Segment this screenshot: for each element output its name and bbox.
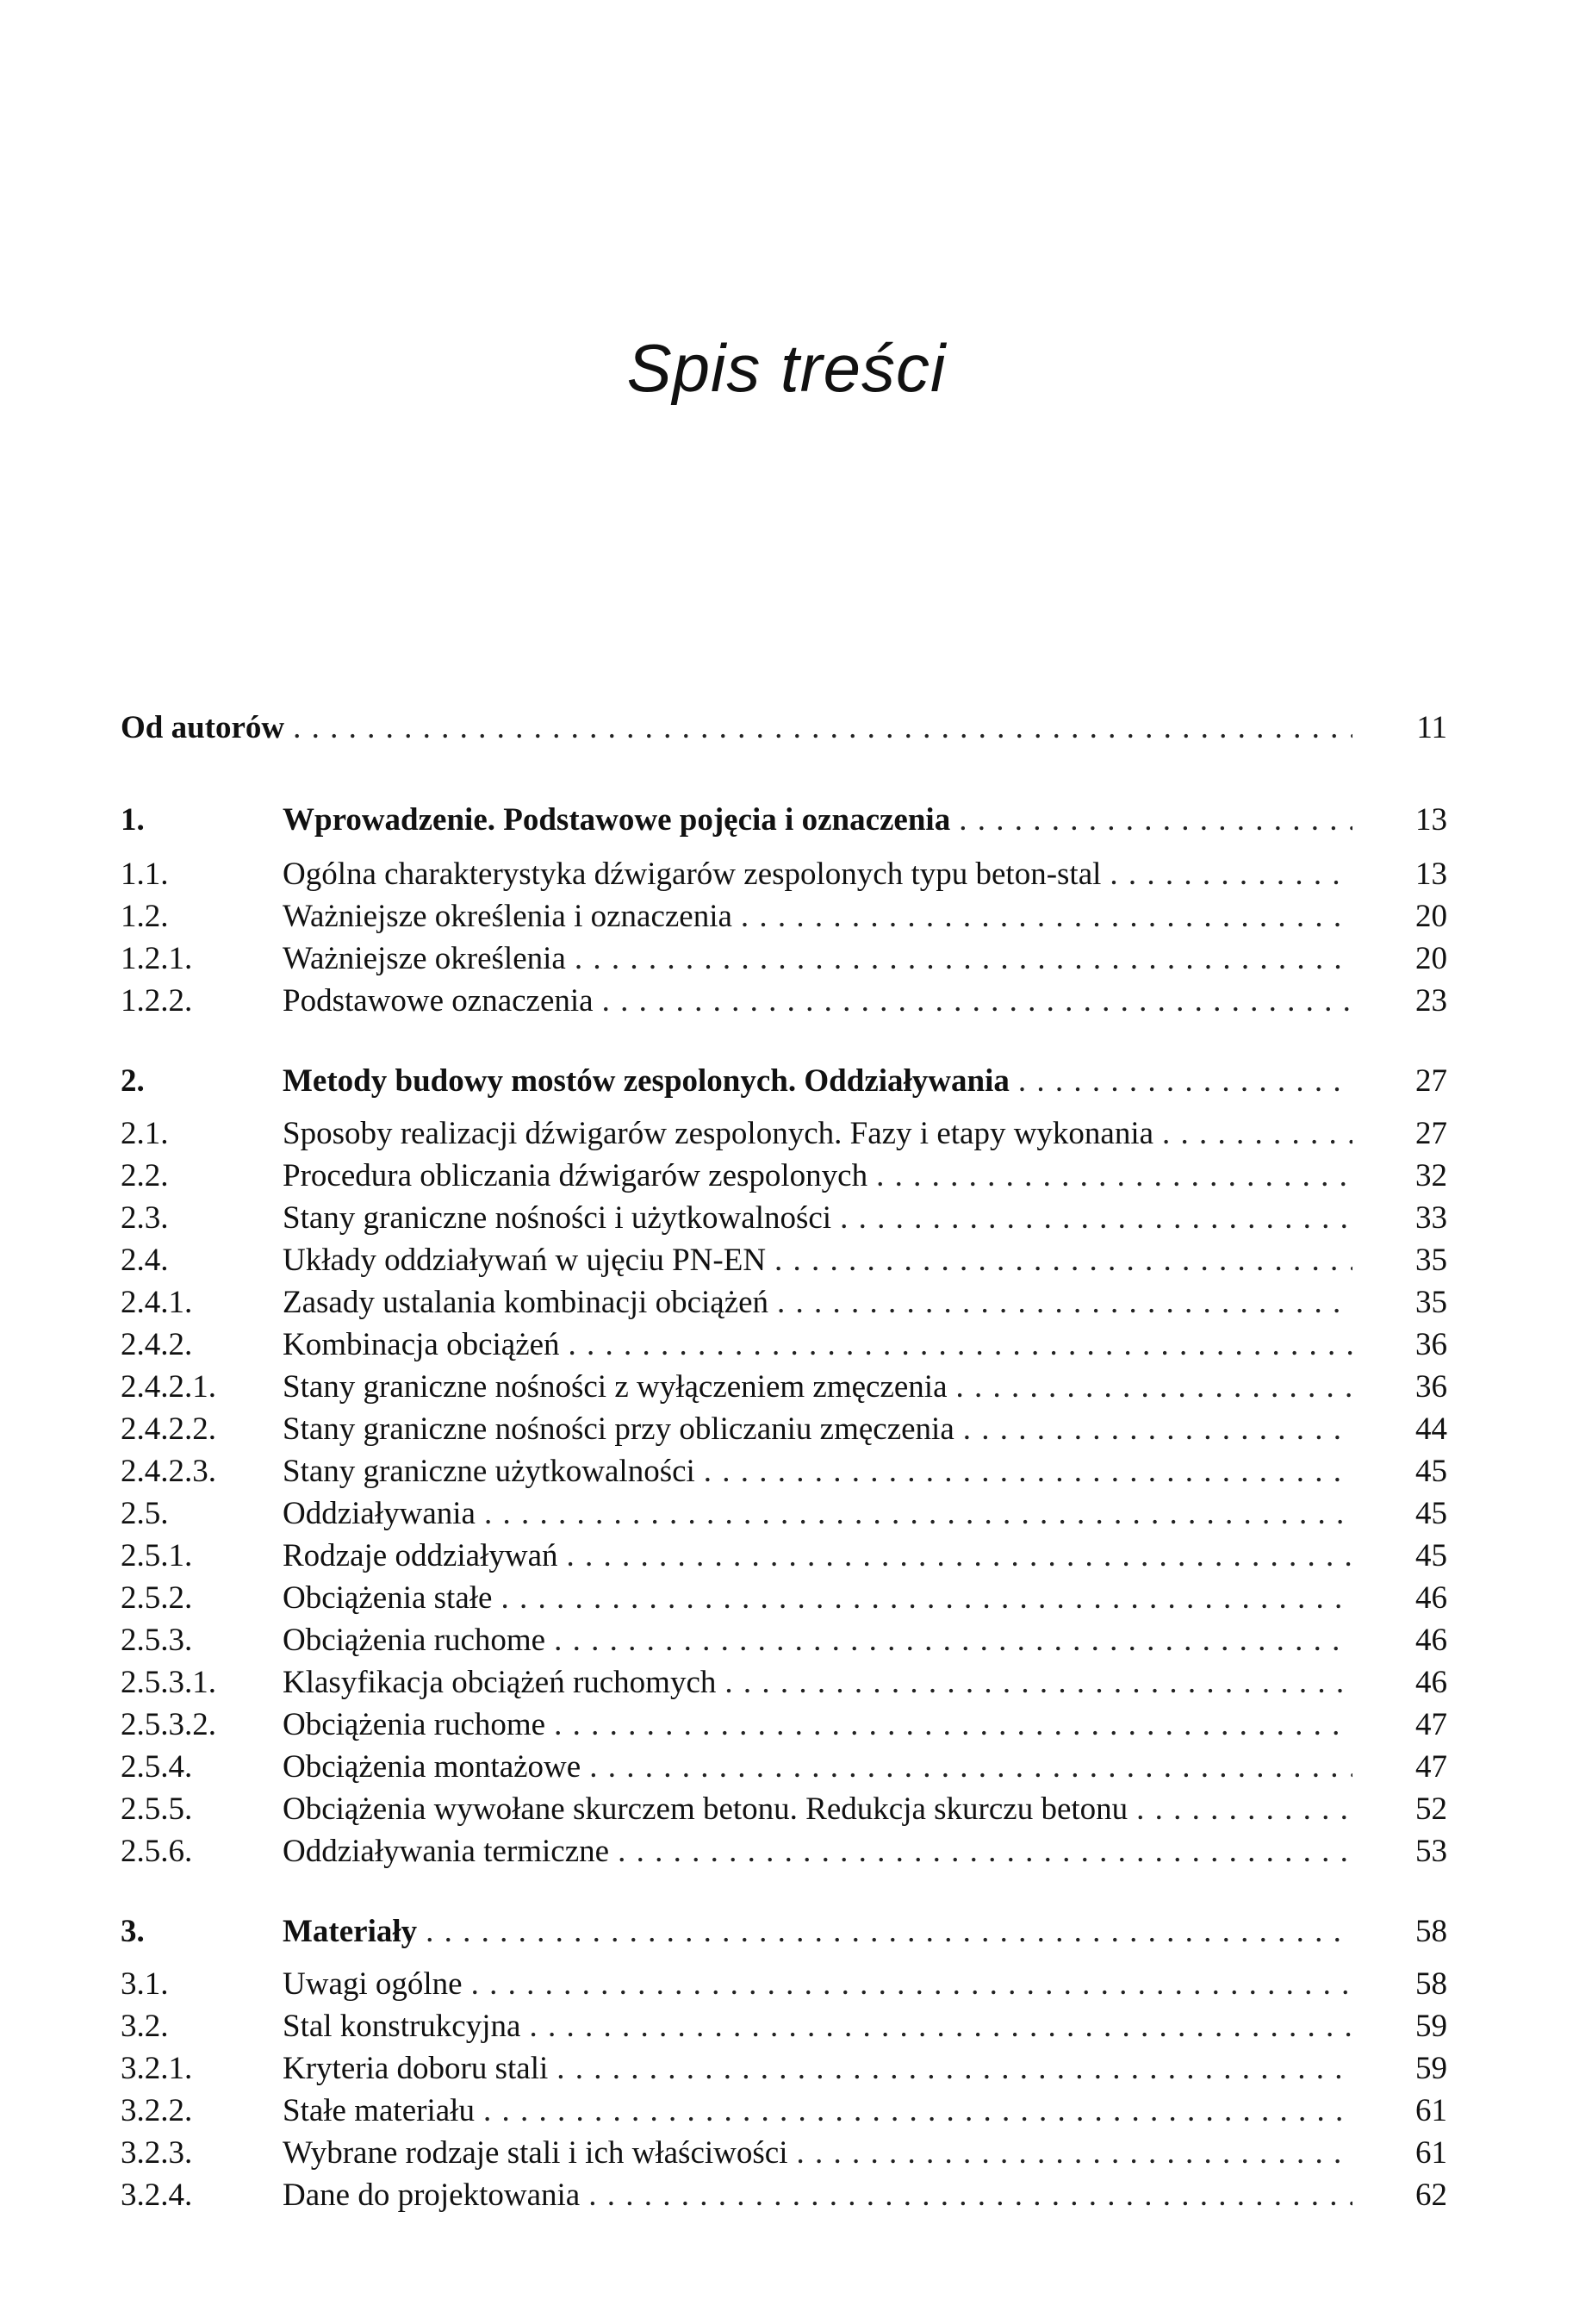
- dot-leader: [777, 1281, 1352, 1324]
- toc-chapter-page: 58: [1415, 1914, 1447, 1949]
- dot-leader: [501, 1577, 1352, 1619]
- toc-entry-title-wrap: [283, 1788, 1352, 1830]
- toc-entry-title-wrap: [283, 1281, 1352, 1324]
- dot-leader: [840, 1197, 1352, 1239]
- toc-section-title: Zasady ustalania kombinacji obciążeń: [283, 1285, 769, 1320]
- toc-section-page: 33: [1415, 1200, 1447, 1236]
- toc-section[interactable]: [121, 1324, 1447, 1366]
- toc-section-title: Stany graniczne nośności z wyłączeniem zmęczenia: [283, 1369, 948, 1405]
- toc-entry-title-wrap: [283, 799, 1352, 841]
- dot-leader: [1110, 853, 1352, 895]
- toc-section-page: 59: [1415, 2009, 1447, 2044]
- toc-section-number: 2.4.1.: [121, 1285, 193, 1320]
- toc-entry-title-wrap: [283, 1197, 1352, 1239]
- toc-section[interactable]: [121, 2090, 1447, 2132]
- toc-section-title: Procedura obliczania dźwigarów zespolonych: [283, 1158, 868, 1193]
- page-title: Spis treści: [626, 330, 947, 407]
- toc-entry-title-wrap: [283, 1535, 1352, 1577]
- toc-chapter-title: Wprowadzenie. Podstawowe pojęcia i oznaczenia: [283, 802, 951, 838]
- toc-section[interactable]: [121, 1281, 1447, 1324]
- toc-entry-title-wrap: [283, 1661, 1352, 1704]
- toc-section-page: 59: [1415, 2051, 1447, 2086]
- toc-section-number: 2.5.4.: [121, 1749, 193, 1785]
- toc-section-page: 13: [1415, 857, 1447, 892]
- toc-section-page: 47: [1415, 1707, 1447, 1742]
- toc-section[interactable]: [121, 1619, 1447, 1661]
- toc-section-page: 61: [1415, 2093, 1447, 2128]
- toc-section-number: 2.5.: [121, 1496, 169, 1531]
- toc-section[interactable]: [121, 1408, 1447, 1450]
- toc-entry-title-wrap: [283, 1324, 1352, 1366]
- toc-section-title: Obciążenia montażowe: [283, 1749, 581, 1785]
- toc-section-page: 53: [1415, 1834, 1447, 1869]
- toc-section-page: 61: [1415, 2135, 1447, 2171]
- toc-entry-title-wrap: [283, 1830, 1352, 1872]
- toc-chapter-3[interactable]: [121, 1910, 1447, 1953]
- toc-section-page: 46: [1415, 1623, 1447, 1658]
- dot-leader: [484, 1492, 1352, 1535]
- toc-section-number: 3.2.2.: [121, 2093, 193, 2128]
- toc-section[interactable]: [121, 938, 1447, 980]
- toc-entry-title-wrap: [283, 853, 1352, 895]
- dot-leader: [569, 1324, 1352, 1366]
- dot-leader: [796, 2132, 1352, 2174]
- toc-entry-title-wrap: [283, 2005, 1352, 2047]
- toc-section[interactable]: [121, 1704, 1447, 1746]
- toc-section-page: 23: [1415, 983, 1447, 1019]
- toc-entry-intro[interactable]: [121, 707, 1447, 749]
- toc-entry-title-wrap: [283, 1577, 1352, 1619]
- toc-entry-title-wrap: [283, 980, 1352, 1022]
- toc-entry-title-wrap: [283, 2132, 1352, 2174]
- toc-section-number: 2.4.2.2.: [121, 1411, 216, 1447]
- toc-section[interactable]: [121, 2174, 1447, 2216]
- toc-section[interactable]: [121, 2005, 1447, 2047]
- toc-section-number: 2.5.6.: [121, 1834, 193, 1869]
- toc-entry-title-wrap: [283, 895, 1352, 938]
- toc-entry-title-wrap: [283, 2174, 1352, 2216]
- toc-section-title: Stal konstrukcyjna: [283, 2009, 521, 2044]
- toc-entry-title-wrap: [283, 1155, 1352, 1197]
- toc-section-page: 27: [1415, 1116, 1447, 1151]
- toc-section[interactable]: [121, 1788, 1447, 1830]
- dot-leader: [704, 1450, 1352, 1492]
- toc-section-title: Układy oddziaływań w ujęciu PN-EN: [283, 1243, 767, 1278]
- toc-entry-title: Od autorów: [121, 710, 285, 745]
- toc-section-title: Kryteria doboru stali: [283, 2051, 549, 2086]
- toc-entry-title-wrap: [283, 1910, 1352, 1953]
- toc-entry-title-wrap: [283, 2090, 1352, 2132]
- toc-section-number: 2.5.2.: [121, 1580, 193, 1616]
- toc-section-number: 1.1.: [121, 857, 169, 892]
- dot-leader: [567, 1535, 1352, 1577]
- toc-section-number: 2.3.: [121, 1200, 169, 1236]
- toc-entry-title-wrap: [283, 1746, 1352, 1788]
- toc-chapter-title: Metody budowy mostów zespolonych. Oddziaływania: [283, 1063, 1010, 1099]
- toc-section-title: Uwagi ogólne: [283, 1966, 463, 2002]
- toc-section-title: Oddziaływania: [283, 1496, 476, 1531]
- toc-section-page: 36: [1415, 1327, 1447, 1362]
- toc-chapter-number: 1.: [121, 802, 145, 838]
- toc-section[interactable]: [121, 1155, 1447, 1197]
- toc-section[interactable]: [121, 2132, 1447, 2174]
- toc-section-number: 2.5.5.: [121, 1791, 193, 1827]
- toc-section-number: 2.4.2.3.: [121, 1454, 216, 1489]
- toc-section-title: Dane do projektowania: [283, 2178, 581, 2213]
- toc-entry-title-wrap: [283, 1619, 1352, 1661]
- toc-section[interactable]: [121, 980, 1447, 1022]
- dot-leader: [774, 1239, 1352, 1281]
- toc-chapter-number: 2.: [121, 1063, 145, 1099]
- dot-leader: [556, 2047, 1352, 2090]
- toc-entry-title-wrap: [283, 1408, 1352, 1450]
- table-of-contents: [121, 707, 1447, 2216]
- toc-section[interactable]: [121, 895, 1447, 938]
- toc-section-page: 45: [1415, 1496, 1447, 1531]
- toc-section-title: Klasyfikacja obciążeń ruchomych: [283, 1665, 717, 1700]
- toc-section-page: 36: [1415, 1369, 1447, 1405]
- toc-entry-title-wrap: [283, 1450, 1352, 1492]
- toc-section-title: Kombinacja obciążeń: [283, 1327, 560, 1362]
- dot-leader: [963, 1408, 1352, 1450]
- toc-section-title: Oddziaływania termiczne: [283, 1834, 610, 1869]
- toc-section-page: 32: [1415, 1158, 1447, 1193]
- dot-leader: [575, 938, 1352, 980]
- toc-chapter-page: 27: [1415, 1063, 1447, 1099]
- toc-section[interactable]: [121, 1492, 1447, 1535]
- toc-entry-title-wrap: [121, 707, 1352, 749]
- toc-section[interactable]: [121, 1197, 1447, 1239]
- toc-section-number: 3.2.1.: [121, 2051, 193, 2086]
- toc-section-number: 2.4.2.: [121, 1327, 193, 1362]
- toc-section[interactable]: [121, 1963, 1447, 2005]
- toc-section-page: 35: [1415, 1285, 1447, 1320]
- dot-leader: [618, 1830, 1352, 1872]
- toc-entry-page: 11: [1416, 710, 1447, 745]
- toc-section-number: 2.2.: [121, 1158, 169, 1193]
- dot-leader: [588, 2174, 1352, 2216]
- toc-section-title: Stany graniczne nośności przy obliczaniu zmęczenia: [283, 1411, 954, 1447]
- dot-leader: [293, 707, 1352, 749]
- toc-section-page: 44: [1415, 1411, 1447, 1447]
- toc-section[interactable]: [121, 1239, 1447, 1281]
- dot-leader: [1018, 1060, 1352, 1102]
- toc-section-page: 58: [1415, 1966, 1447, 2002]
- toc-section-page: 62: [1415, 2178, 1447, 2213]
- toc-section-number: 2.5.1.: [121, 1538, 193, 1573]
- toc-section-page: 52: [1415, 1791, 1447, 1827]
- toc-entry-title-wrap: [283, 1963, 1352, 2005]
- toc-section-number: 3.2.3.: [121, 2135, 193, 2171]
- toc-section-title: Stałe materiału: [283, 2093, 475, 2128]
- toc-entry-title-wrap: [283, 1366, 1352, 1408]
- toc-section-title: Sposoby realizacji dźwigarów zespolonych. Fazy i etapy wykonania: [283, 1116, 1154, 1151]
- toc-section[interactable]: [121, 1535, 1447, 1577]
- toc-section-title: Obciążenia ruchome: [283, 1623, 546, 1658]
- toc-section-title: Ważniejsze określenia i oznaczenia: [283, 899, 732, 934]
- toc-section[interactable]: [121, 1746, 1447, 1788]
- toc-entry-title-wrap: [283, 1239, 1352, 1281]
- toc-section[interactable]: [121, 1366, 1447, 1408]
- toc-section-page: 35: [1415, 1243, 1447, 1278]
- dot-leader: [483, 2090, 1352, 2132]
- dot-leader: [724, 1661, 1352, 1704]
- toc-section-number: 2.1.: [121, 1116, 169, 1151]
- toc-section-title: Obciążenia ruchome: [283, 1707, 546, 1742]
- toc-section-number: 3.1.: [121, 1966, 169, 2002]
- toc-section-page: 20: [1415, 941, 1447, 976]
- dot-leader: [471, 1963, 1352, 2005]
- toc-section[interactable]: [121, 1661, 1447, 1704]
- toc-section-title: Stany graniczne użytkowalności: [283, 1454, 695, 1489]
- toc-section-page: 46: [1415, 1665, 1447, 1700]
- toc-section[interactable]: [121, 853, 1447, 895]
- toc-section-number: 1.2.2.: [121, 983, 193, 1019]
- toc-section-title: Obciążenia stałe: [283, 1580, 493, 1616]
- toc-section-page: 45: [1415, 1454, 1447, 1489]
- toc-entry-title-wrap: [283, 938, 1352, 980]
- toc-section-title: Wybrane rodzaje stali i ich właściwości: [283, 2135, 788, 2171]
- toc-chapter-number: 3.: [121, 1914, 145, 1949]
- toc-section-title: Stany graniczne nośności i użytkowalności: [283, 1200, 832, 1236]
- toc-section[interactable]: [121, 1450, 1447, 1492]
- toc-section-number: 3.2.: [121, 2009, 169, 2044]
- toc-section-number: 1.2.1.: [121, 941, 193, 976]
- dot-leader: [554, 1619, 1352, 1661]
- toc-section[interactable]: [121, 1577, 1447, 1619]
- dot-leader: [956, 1366, 1352, 1408]
- toc-section-title: Ważniejsze określenia: [283, 941, 566, 976]
- dot-leader: [589, 1746, 1352, 1788]
- toc-chapter-1[interactable]: [121, 799, 1447, 841]
- toc-chapter-2[interactable]: [121, 1060, 1447, 1102]
- toc-section[interactable]: [121, 1112, 1447, 1155]
- toc-entry-title-wrap: [283, 1492, 1352, 1535]
- toc-section-number: 1.2.: [121, 899, 169, 934]
- dot-leader: [1162, 1112, 1352, 1155]
- dot-leader: [876, 1155, 1352, 1197]
- dot-leader: [1136, 1788, 1352, 1830]
- dot-leader: [959, 799, 1352, 841]
- toc-section-title: Podstawowe oznaczenia: [283, 983, 594, 1019]
- toc-entry-title-wrap: [283, 2047, 1352, 2090]
- toc-section-number: 2.5.3.: [121, 1623, 193, 1658]
- toc-section-page: 46: [1415, 1580, 1447, 1616]
- toc-section-number: 2.5.3.2.: [121, 1707, 216, 1742]
- dot-leader: [602, 980, 1352, 1022]
- toc-section-number: 2.4.: [121, 1243, 169, 1278]
- dot-leader: [529, 2005, 1352, 2047]
- dot-leader: [426, 1910, 1352, 1953]
- dot-leader: [554, 1704, 1352, 1746]
- toc-section-number: 2.5.3.1.: [121, 1665, 216, 1700]
- toc-section-page: 47: [1415, 1749, 1447, 1785]
- toc-section-title: Rodzaje oddziaływań: [283, 1538, 558, 1573]
- toc-entry-title-wrap: [283, 1060, 1352, 1102]
- toc-chapter-page: 13: [1415, 802, 1447, 838]
- toc-section[interactable]: [121, 1830, 1447, 1872]
- toc-entry-title-wrap: [283, 1112, 1352, 1155]
- toc-section-page: 20: [1415, 899, 1447, 934]
- toc-section-page: 45: [1415, 1538, 1447, 1573]
- toc-entry-title-wrap: [283, 1704, 1352, 1746]
- toc-chapter-title: Materiały: [283, 1914, 418, 1949]
- dot-leader: [741, 895, 1352, 938]
- toc-section-number: 2.4.2.1.: [121, 1369, 216, 1405]
- toc-section-title: Ogólna charakterystyka dźwigarów zespolonych typu beton-stal: [283, 857, 1102, 892]
- toc-section[interactable]: [121, 2047, 1447, 2090]
- toc-section-title: Obciążenia wywołane skurczem betonu. Redukcja skurczu betonu: [283, 1791, 1128, 1827]
- toc-section-number: 3.2.4.: [121, 2178, 193, 2213]
